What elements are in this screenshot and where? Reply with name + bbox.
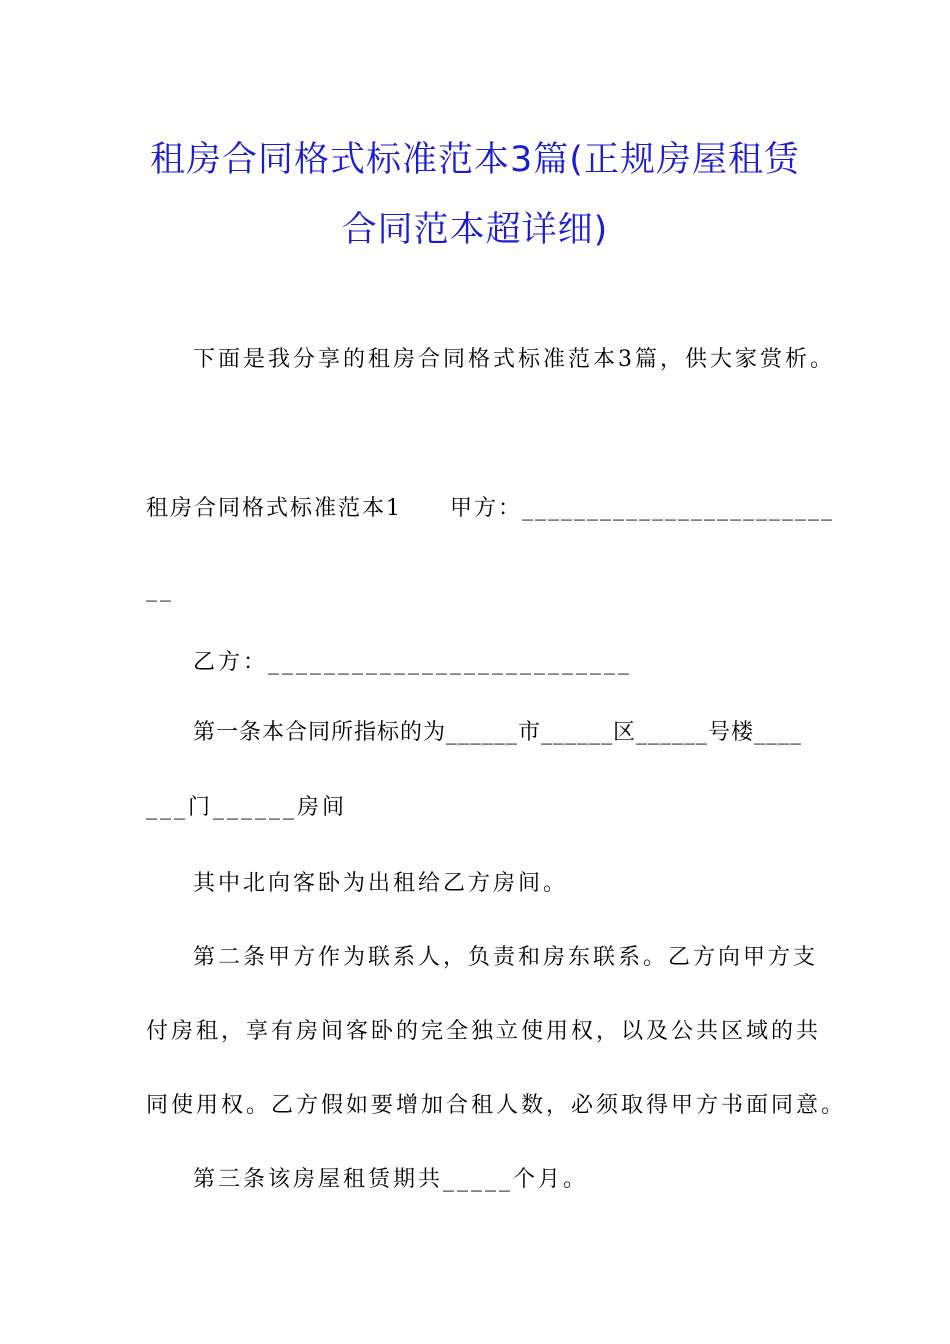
article-1-line-1: 第一条本合同所指标的为______市______区______号楼____ [193,720,803,745]
article-1-note: 其中北向客卧为出租给乙方房间。 [193,871,569,896]
article-2-line-1: 第二条甲方作为联系人，负责和房东联系。乙方向甲方支 [193,945,819,970]
article-2-line-3: 同使用权。乙方假如要增加合租人数，必须取得甲方书面同意。 [146,1093,847,1118]
intro-paragraph: 下面是我分享的租房合同格式标准范本3篇，供大家赏析。 [193,347,835,372]
blank-line-continuation: __ [146,577,174,602]
article-1-line-2: ___门______房间 [146,795,348,820]
template-1-heading-line: 租房合同格式标准范本1 甲方：________________________ [146,496,834,521]
document-title-line-1: 租房合同格式标准范本3篇(正规房屋租赁 [150,140,800,180]
party-b-line: 乙方：__________________________ [193,650,633,675]
document-title-line-2: 合同范本超详细) [341,210,609,250]
article-2-line-2: 付房租，享有房间客卧的完全独立使用权，以及公共区域的共 [146,1019,822,1044]
article-3-line-1: 第三条该房屋租赁期共_____个月。 [193,1167,589,1192]
